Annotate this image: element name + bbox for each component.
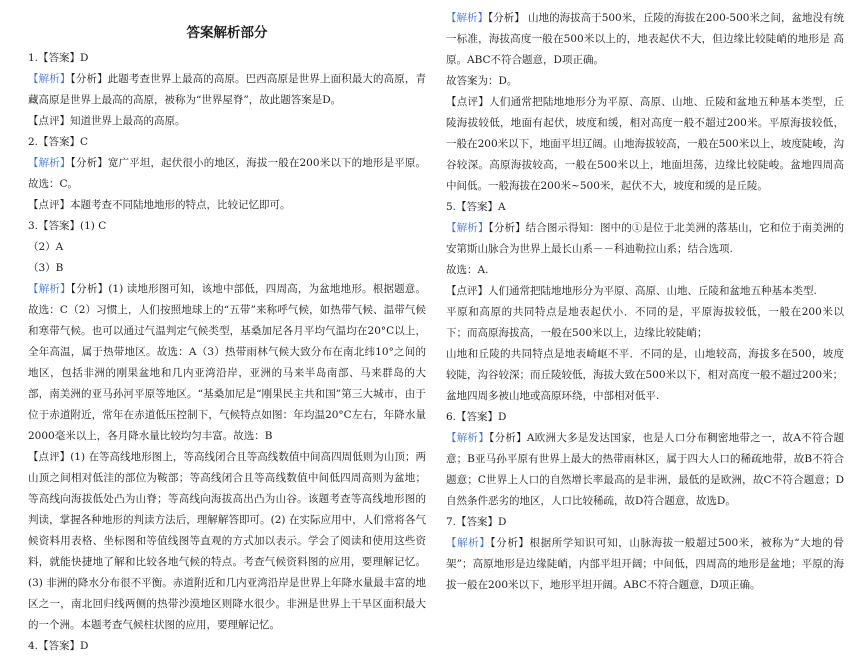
analysis-tag: 【解析】: [446, 537, 491, 549]
paragraph-text: 5.【答案】A: [446, 201, 506, 213]
paragraph-text: 【分析】A欧洲大多是发达国家，也是人口分布稠密地带之一，故A不符合题意；B亚马孙平原有世界上最大的热带雨林区，属于四大人口的稀疏地带，故B不符合题意；C世界上人口的自然增长率最高的是非洲，最低的是欧洲，故C不符合题意；D自然条件恶劣的地区，人口比较稀疏，故D符合题意，故选D。: [446, 432, 844, 507]
paragraph-text: 6.【答案】D: [446, 411, 507, 423]
paragraph-text: 山地和丘陵的共同特点是地表崎岖不平．不同的是，山地较高，海拔多在500，坡度较陡，沟谷较深；而丘陵较低，海拔大致在500米以下，相对高度一般不超过200米；: [446, 348, 844, 381]
paragraph: [28, 153, 426, 195]
right-paragraphs: [446, 8, 844, 596]
paragraph: [446, 428, 844, 512]
paragraph-text: 【分析】 山地的海拔高于500米，丘陵的海拔在200-500米之间，盆地没有统一标准，海拔高度一般在500米以上的，地表起伏不大，但边缘比较陡峭的地形是 高原。ABC不符合题意，D项正确。: [446, 12, 844, 66]
paragraph: [446, 386, 844, 407]
page-title: 答案解析部分: [186, 25, 268, 41]
paragraph-text: 7.【答案】D: [446, 516, 507, 528]
paragraph-text: 【点评】(1) 在等高线地形图上，等高线闭合且等高线数值中间高四周低则为山顶；两山顶之间相对低洼的部位为鞍部；等高线闭合且等高线数值中间低四周高则为盆地；等高线向海拔低处凸为山脊；等高线向海拔高出凸为山谷。该题考查等高线地形图的判读，掌握各种地形的判读方法后，理解解答即可。(2) 在实际应用中，人们常将各气候资料用表格、坐标图和等值线图等直观的方式加以表示。学会了阅读和使用这些资料，就能快捷地了解和比较各地气候的特点。考查气候资料图的应用，要理解记忆。(3) 非洲的降水分布很不平衡。赤道附近和几内亚湾沿岸是世界上年降水量最丰富的地区之一，南北回归线两侧的热带沙漠地区则降水很少。非洲是世界上干旱区面积最大的一个洲。本题考查气候柱状图的应用，要理解记忆。: [28, 451, 426, 631]
analysis-tag: 【解析】: [446, 432, 490, 444]
paragraph-text: 【点评】本题考查不同陆地地形的特点，比较记忆即可。: [28, 199, 291, 211]
paragraph-text: 【分析】根据所学知识可知，山脉海拔一般超过500米，被称为“大地的骨架”；高原地形是边缘陡峭，内部平坦开阔；中间低，四周高的地形是盆地；平原的海拔一般在200米以下，地形平坦开阔。ABC不符合题意，D项正确。: [446, 537, 844, 591]
paragraph-text: 2.【答案】C: [28, 136, 89, 148]
paragraph-text: 1.【答案】D: [28, 52, 89, 64]
paragraph-text: （3）B: [28, 262, 64, 274]
analysis-tag: 【解析】: [28, 73, 71, 85]
analysis-tag: 【解析】: [446, 222, 489, 234]
paragraph: [28, 132, 426, 153]
paragraph: [446, 8, 844, 71]
analysis-tag: 【解析】: [28, 157, 71, 169]
analysis-tag: 【解析】: [446, 12, 489, 24]
paragraph-text: 【分析】(1) 读地形图可知，该地中部低，四周高，为盆地地形。根据题意。故选：C（2）习惯上，人们按照地球上的“五带”来称呼气候，如热带气候、温带气候和寒带气候。也可以通过气温判定气候类型，基桑加尼各月平均气温均在20°C以上，全年高温，属于热带地区。故选：A（3）热带雨林气候大致分布在南北纬10°之间的地区，包括非洲的刚果盆地和几内亚湾沿岸，亚洲的马来半岛南部、马来群岛的大部，南美洲的亚马孙河平原等地区。“基桑加尼是“刚果民主共和国”第三大城市，由于位于赤道附近，常年在赤道低压控制下，气候特点如图：年均温20°C左右，年降水量2000毫米以上，各月降水量比较均匀丰富。故选：B: [28, 283, 426, 442]
paragraph: [28, 111, 426, 132]
paragraph: [28, 279, 426, 447]
paragraph-text: 盆地四周多被山地或高原环绕，中部相对低平.: [446, 390, 660, 402]
paragraph: [28, 237, 426, 258]
paragraph: [28, 48, 426, 69]
paragraph: [446, 533, 844, 596]
right-column: [446, 8, 844, 607]
paragraph-text: 4.【答案】D: [28, 640, 89, 652]
paragraph-text: 【分析】结合图示得知：图中的①是位于北美洲的落基山，它和位于南美洲的安第斯山脉合为世界上最长山系－－科迪勒拉山系；结合选项.: [446, 222, 845, 255]
paragraph: [446, 302, 844, 344]
paragraph-text: 【点评】知道世界上最高的高原。: [28, 115, 186, 127]
paragraph-text: 故答案为：D。: [446, 75, 518, 87]
paragraph: [446, 260, 844, 281]
paragraph-text: 【分析】此题考查世界上最高的高原。巴西高原是世界上面积最大的高原，青藏高原是世界上最高的高原，被称为“世界屋脊”，故此题答案是D。: [28, 73, 427, 106]
paragraph: [28, 69, 426, 111]
left-column: [28, 8, 427, 652]
paragraph-text: 故选：A.: [446, 264, 489, 276]
paragraph: [28, 636, 426, 657]
paragraph-text: 【点评】人们通常把陆地地形分为平原、高原、山地、丘陵和盆地五种基本类型，丘陵海拔较低，地面有起伏，坡度和缓，相对高度一般不超过200米。平原海拔较低，一般在200米以下，地面平坦辽阔。山地海拔较高，一般在500米以上，坡度陡峻，沟谷较深。高原海拔较高，一般在500米以上，地面坦荡，边缘比较陡峻。盆地四周高中间低。一般海拔在200米~500米，起伏不大，坡度和缓的是丘陵。: [446, 96, 844, 192]
paragraph: [28, 258, 426, 279]
paragraph: [28, 216, 426, 237]
paragraph: [446, 512, 844, 533]
paragraph-text: 平原和高原的共同特点是地表起伏小．不同的是，平原海拔较低，一般在200米以下；而高原海拔高，一般在500米以上，边缘比较陡峭；: [446, 306, 844, 339]
paragraph-text: （2）A: [28, 241, 64, 253]
left-paragraphs: [28, 48, 426, 657]
paragraph-text: 【点评】人们通常把陆地地形分为平原、高原、山地、丘陵和盆地五种基本类型.: [446, 285, 817, 297]
paragraph: [446, 92, 844, 197]
paragraph: [28, 195, 426, 216]
paragraph: [446, 281, 844, 302]
paragraph-text: 【分析】宽广平坦，起伏很小的地区，海拔一般在200米以下的地形是平原。故选：C。: [28, 157, 426, 190]
paragraph: [446, 344, 844, 386]
paragraph: [446, 197, 844, 218]
paragraph: [28, 447, 426, 636]
paragraph-text: 3.【答案】(1) C: [28, 220, 107, 232]
paragraph: [446, 218, 844, 260]
paragraph: [446, 407, 844, 428]
analysis-tag: 【解析】: [28, 283, 71, 295]
paragraph: [446, 71, 844, 92]
